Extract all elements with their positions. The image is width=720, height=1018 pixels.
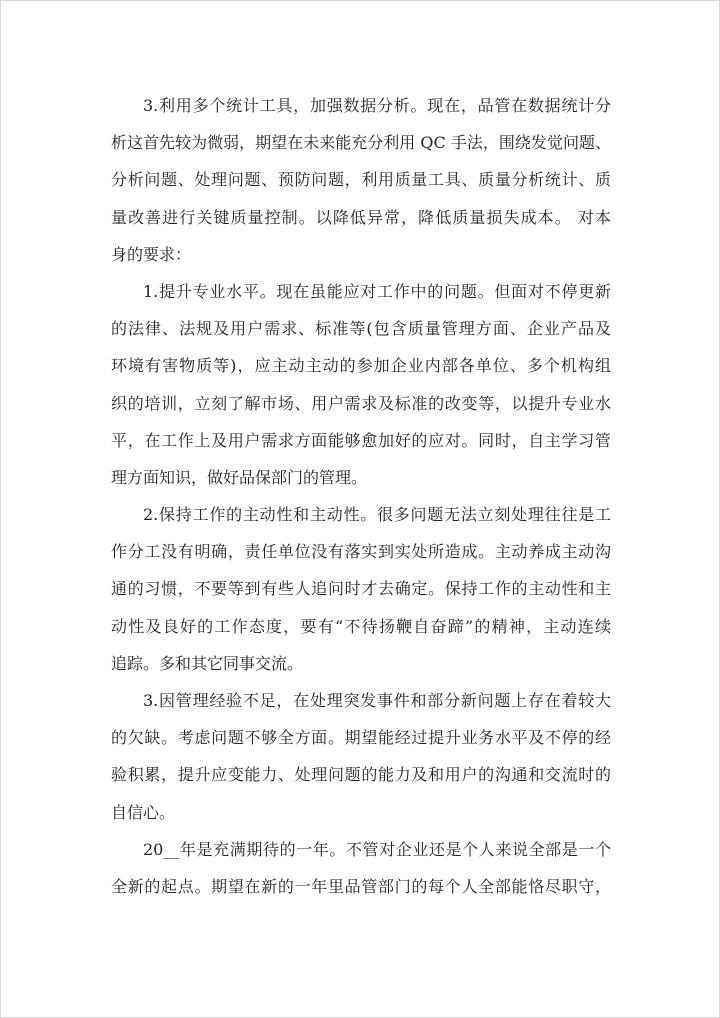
text-line: 2.保持工作的主动性和主动性。很多问题无法立刻处理往往是工: [143, 505, 611, 525]
text-line: 析这首先较为微弱，期望在未来能充分利用 QC 手法，围绕发觉问题、: [111, 133, 611, 153]
text-line: 作分工没有明确，责任单位没有落实到实处所造成。主动养成主动沟: [111, 542, 611, 562]
text-line: 全新的起点。期望在新的一年里品管部门的每个人全部能恪尽职守，: [111, 876, 611, 896]
text-line: 的欠缺。考虑问题不够全方面。期望能经过提升业务水平及不停的经: [111, 728, 611, 748]
text-line: 织的培训，立刻了解市场、用户需求及标准的改变等，以提升专业水: [111, 393, 611, 413]
text-line: 1.提升专业水平。现在虽能应对工作中的问题。但面对不停更新: [143, 281, 611, 301]
text-line: 验积累，提升应变能力、处理问题的能力及和用户的沟通和交流时的: [111, 765, 611, 785]
text-line: 量改善进行关键质量控制。以降低异常，降低质量损失成本。 对本: [111, 207, 611, 227]
document-body: [111, 87, 611, 905]
text-line: 环境有害物质等)，应主动主动的参加企业内部各单位、多个机构组: [111, 356, 611, 376]
text-line: 20__年是充满期待的一年。不管对企业还是个人来说全部是一个: [143, 839, 611, 859]
text-line: 动性及良好的工作态度，要有“不待扬鞭自奋蹄”的精神，主动连续: [111, 616, 611, 636]
paragraph-data-analysis: [111, 87, 611, 273]
text-line: 平，在工作上及用户需求方面能够愈加好的应对。同时，自主学习管: [111, 430, 611, 450]
paragraph-professional-level: [111, 273, 611, 496]
text-line: 身的要求：: [111, 244, 192, 264]
text-line: 分析问题、处理问题、预防问题，利用质量工具、质量分析统计、质: [111, 170, 611, 190]
paragraph-work-initiative: [111, 496, 611, 682]
text-line: 3.利用多个统计工具，加强数据分析。现在，品管在数据统计分: [143, 96, 611, 115]
paragraph-new-year: [111, 831, 611, 905]
text-line: 理方面知识，做好品保部门的管理。: [111, 467, 368, 487]
text-line: 的法律、法规及用户需求、标准等(包含质量管理方面、企业产品及: [111, 319, 611, 339]
text-line: 通的习惯，不要等到有些人追问时才去确定。保持工作的主动性和主: [111, 579, 611, 599]
text-line: 追踪。多和其它同事交流。: [111, 653, 304, 673]
text-line: 3.因管理经验不足，在处理突发事件和部分新问题上存在着较大: [143, 691, 611, 710]
paragraph-management-experience: [111, 682, 611, 831]
text-line: 自信心。: [111, 802, 176, 822]
